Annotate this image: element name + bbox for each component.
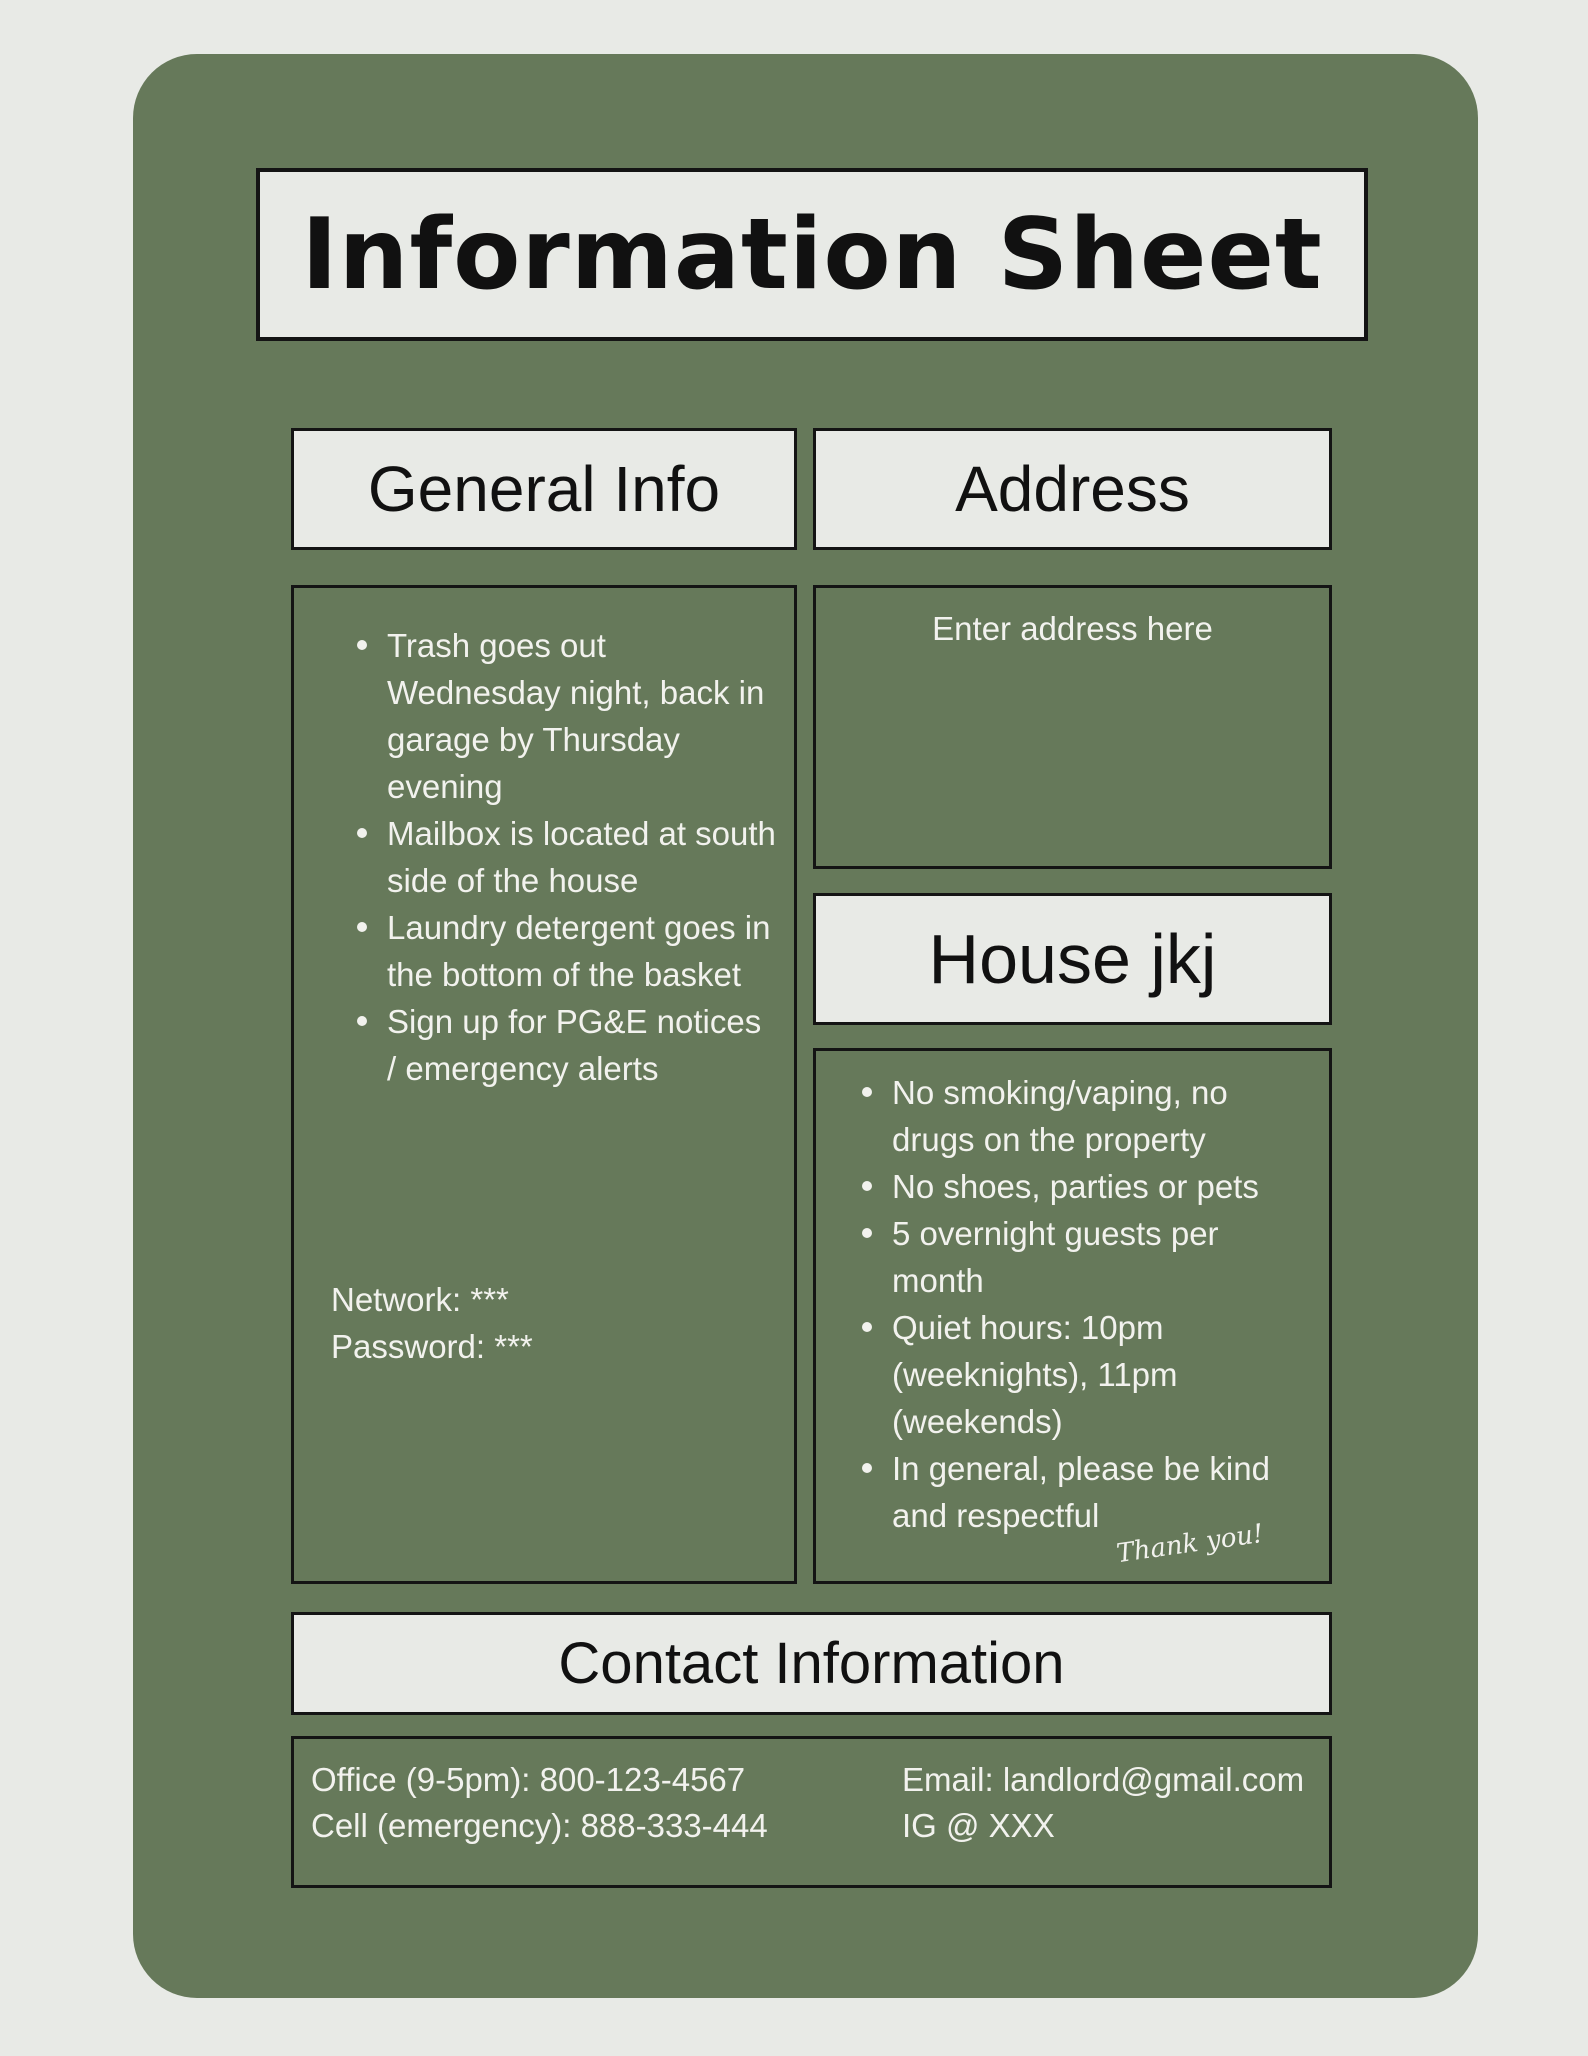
- list-item: Laundry detergent goes in the bottom of the basket: [387, 904, 777, 998]
- list-item: Mailbox is located at south side of the house: [387, 810, 777, 904]
- house-header: [813, 893, 1332, 1025]
- address-header: [813, 428, 1332, 550]
- online-column: [902, 1757, 1304, 1849]
- phone-column: [311, 1757, 768, 1849]
- general-info-list: [387, 622, 777, 1092]
- general-info-heading: General Info: [367, 453, 721, 525]
- password-text: Password: ***: [331, 1328, 533, 1365]
- house-rules-list: [892, 1069, 1312, 1539]
- office-phone: Office (9-5pm): 800-123-4567: [311, 1761, 746, 1798]
- general-info-panel: [291, 585, 797, 1584]
- list-item: In general, please be kind and respectful: [892, 1445, 1312, 1539]
- list-item: 5 overnight guests per month: [892, 1210, 1312, 1304]
- cell-phone: Cell (emergency): 888-333-444: [311, 1807, 768, 1844]
- address-panel[interactable]: [813, 585, 1332, 869]
- contact-heading: Contact Information: [558, 1631, 1065, 1696]
- wifi-info: [331, 1276, 533, 1370]
- thank-you-signature: Thank you!: [1114, 1518, 1266, 1570]
- list-item: No shoes, parties or pets: [892, 1163, 1312, 1210]
- house-rules-panel: [813, 1048, 1332, 1584]
- title-box: [256, 168, 1368, 341]
- address-heading: Address: [955, 453, 1190, 525]
- list-item: No smoking/vaping, no drugs on the property: [892, 1069, 1312, 1163]
- list-item: Trash goes out Wednesday night, back in garage by Thursday evening: [387, 622, 777, 810]
- contact-header: [291, 1612, 1332, 1715]
- general-info-header: [291, 428, 797, 550]
- email-text: Email: landlord@gmail.com: [902, 1761, 1305, 1798]
- address-placeholder[interactable]: Enter address here: [932, 610, 1213, 647]
- network-text: Network: ***: [331, 1281, 509, 1318]
- list-item: Sign up for PG&E notices / emergency alerts: [387, 998, 777, 1092]
- instagram-text: IG @ XXX: [902, 1807, 1055, 1844]
- page-title: Information Sheet: [301, 197, 1323, 312]
- contact-panel: [291, 1736, 1332, 1888]
- list-item: Quiet hours: 10pm (weeknights), 11pm (weekends): [892, 1304, 1312, 1445]
- house-heading: House jkj: [928, 920, 1217, 998]
